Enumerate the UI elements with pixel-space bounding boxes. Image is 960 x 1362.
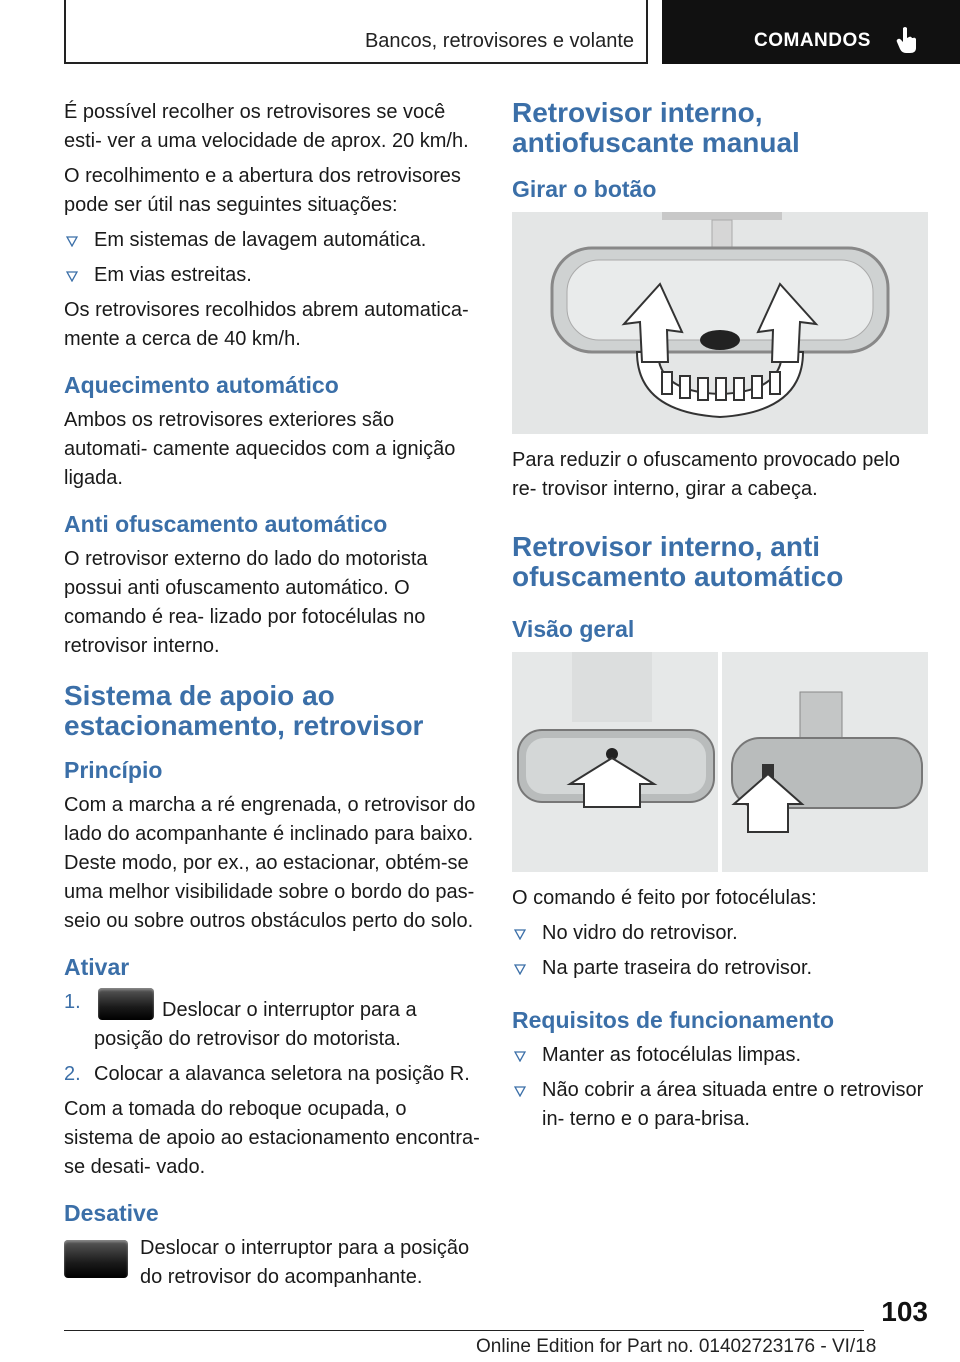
paragraph-tomada: Com a tomada do reboque ocupada, o sistema de apoio ao estacionamento encontra-se desati- vado. — [64, 1098, 480, 1178]
triangle-bullet-icon — [514, 928, 526, 940]
heading-visao-geral: Visão geral — [512, 616, 635, 642]
triangle-bullet-icon — [514, 963, 526, 975]
paragraph-visao: O comando é feito por fotocélulas: — [512, 887, 817, 909]
triangle-bullet-icon — [66, 270, 78, 282]
paragraph-auto-open: Os retrovisores recolhidos abrem automatica- mente a cerca de 40 km/h. — [64, 299, 469, 350]
mirror-switch-button-image — [64, 1240, 128, 1278]
list-item: Na parte traseira do retrovisor. — [512, 954, 928, 983]
section-title: Bancos, retrovisores e volante — [364, 30, 634, 52]
figure-manual-mirror — [512, 212, 928, 434]
heading-aquecimento: Aquecimento automático — [64, 372, 339, 398]
step-item: 1. Deslocar o interruptor para a posição do retrovisor do motorista. — [64, 988, 480, 1054]
bullet-list-requirements — [512, 1041, 928, 1134]
running-header — [64, 0, 648, 64]
heading-anti-ofuscamento: Anti ofuscamento automático — [64, 511, 388, 537]
triangle-bullet-icon — [514, 1085, 526, 1097]
triangle-bullet-icon — [514, 1050, 526, 1062]
bullet-list-photocells — [512, 919, 928, 983]
heading-retrovisor-manual: Retrovisor interno, antiofuscante manual — [512, 97, 800, 158]
mirror-front-photo — [512, 652, 718, 872]
manual-mirror-illustration — [512, 212, 928, 434]
heading-sistema-apoio: Sistema de apoio ao estacionamento, retrovisor — [64, 680, 424, 741]
left-column — [64, 98, 480, 1292]
list-item: Não cobrir a área situada entre o retrovisor in- terno e o para-brisa. — [512, 1076, 928, 1134]
right-column — [512, 98, 928, 1140]
footer-divider — [64, 1330, 864, 1331]
chapter-title: COMANDOS — [754, 30, 871, 51]
paragraph-aquecimento: Ambos os retrovisores exteriores são automati- camente aquecidos com a ignição ligada. — [64, 409, 456, 489]
heading-girar: Girar o botão — [512, 176, 657, 202]
list-item: Em vias estreitas. — [64, 261, 480, 290]
paragraph-fold-speed: É possível recolher os retrovisores se você esti- ver a uma velocidade de aprox. 20 km/h. — [64, 101, 469, 152]
paragraph-principio: Com a marcha a ré engrenada, o retrovisor do lado do acompanhante é inclinado para baixo. Deste modo, por ex., ao estacionar, obtém-se uma melhor visibilidade sobre o bordo do pas- seio ou sobre outros obstáculos perto do solo. — [64, 794, 476, 932]
list-item: No vidro do retrovisor. — [512, 919, 928, 948]
figure-auto-mirror — [512, 652, 928, 872]
mirror-switch-button-image — [98, 988, 154, 1020]
chapter-tab — [662, 0, 960, 64]
steps-list — [64, 988, 480, 1089]
paragraph-desative: Deslocar o interruptor para a posição do retrovisor do acompanhante. — [140, 1237, 470, 1288]
heading-retrovisor-automatico: Retrovisor interno, anti ofuscamento automático — [512, 531, 844, 592]
heading-ativar: Ativar — [64, 954, 130, 980]
paragraph-girar: Para reduzir o ofuscamento provocado pelo re- trovisor interno, girar a cabeça. — [512, 449, 901, 500]
list-item: Em sistemas de lavagem automática. — [64, 226, 480, 255]
desative-row — [64, 1234, 480, 1292]
page-number: 103 — [881, 1296, 928, 1327]
footer-edition: Online Edition for Part no. 01402723176 - VI/18 — [476, 1336, 877, 1357]
list-item: Manter as fotocélulas limpas. — [512, 1041, 928, 1070]
paragraph-anti-ofuscamento: O retrovisor externo do lado do motorista possui anti ofuscamento automático. O comando é rea- lizado por fotocélulas no retrovisor interno. — [64, 548, 428, 657]
step-item: 2. Colocar a alavanca seletora na posição R. — [64, 1063, 470, 1085]
pointing-hand-icon — [896, 26, 918, 54]
triangle-bullet-icon — [66, 235, 78, 247]
heading-principio: Princípio — [64, 757, 163, 783]
bullet-list-situations — [64, 226, 480, 290]
mirror-rear-photo — [722, 652, 928, 872]
heading-requisitos: Requisitos de funcionamento — [512, 1007, 835, 1033]
heading-desative: Desative — [64, 1200, 159, 1226]
paragraph-fold-useful: O recolhimento e a abertura dos retrovisores pode ser útil nas seguintes situações: — [64, 165, 461, 216]
